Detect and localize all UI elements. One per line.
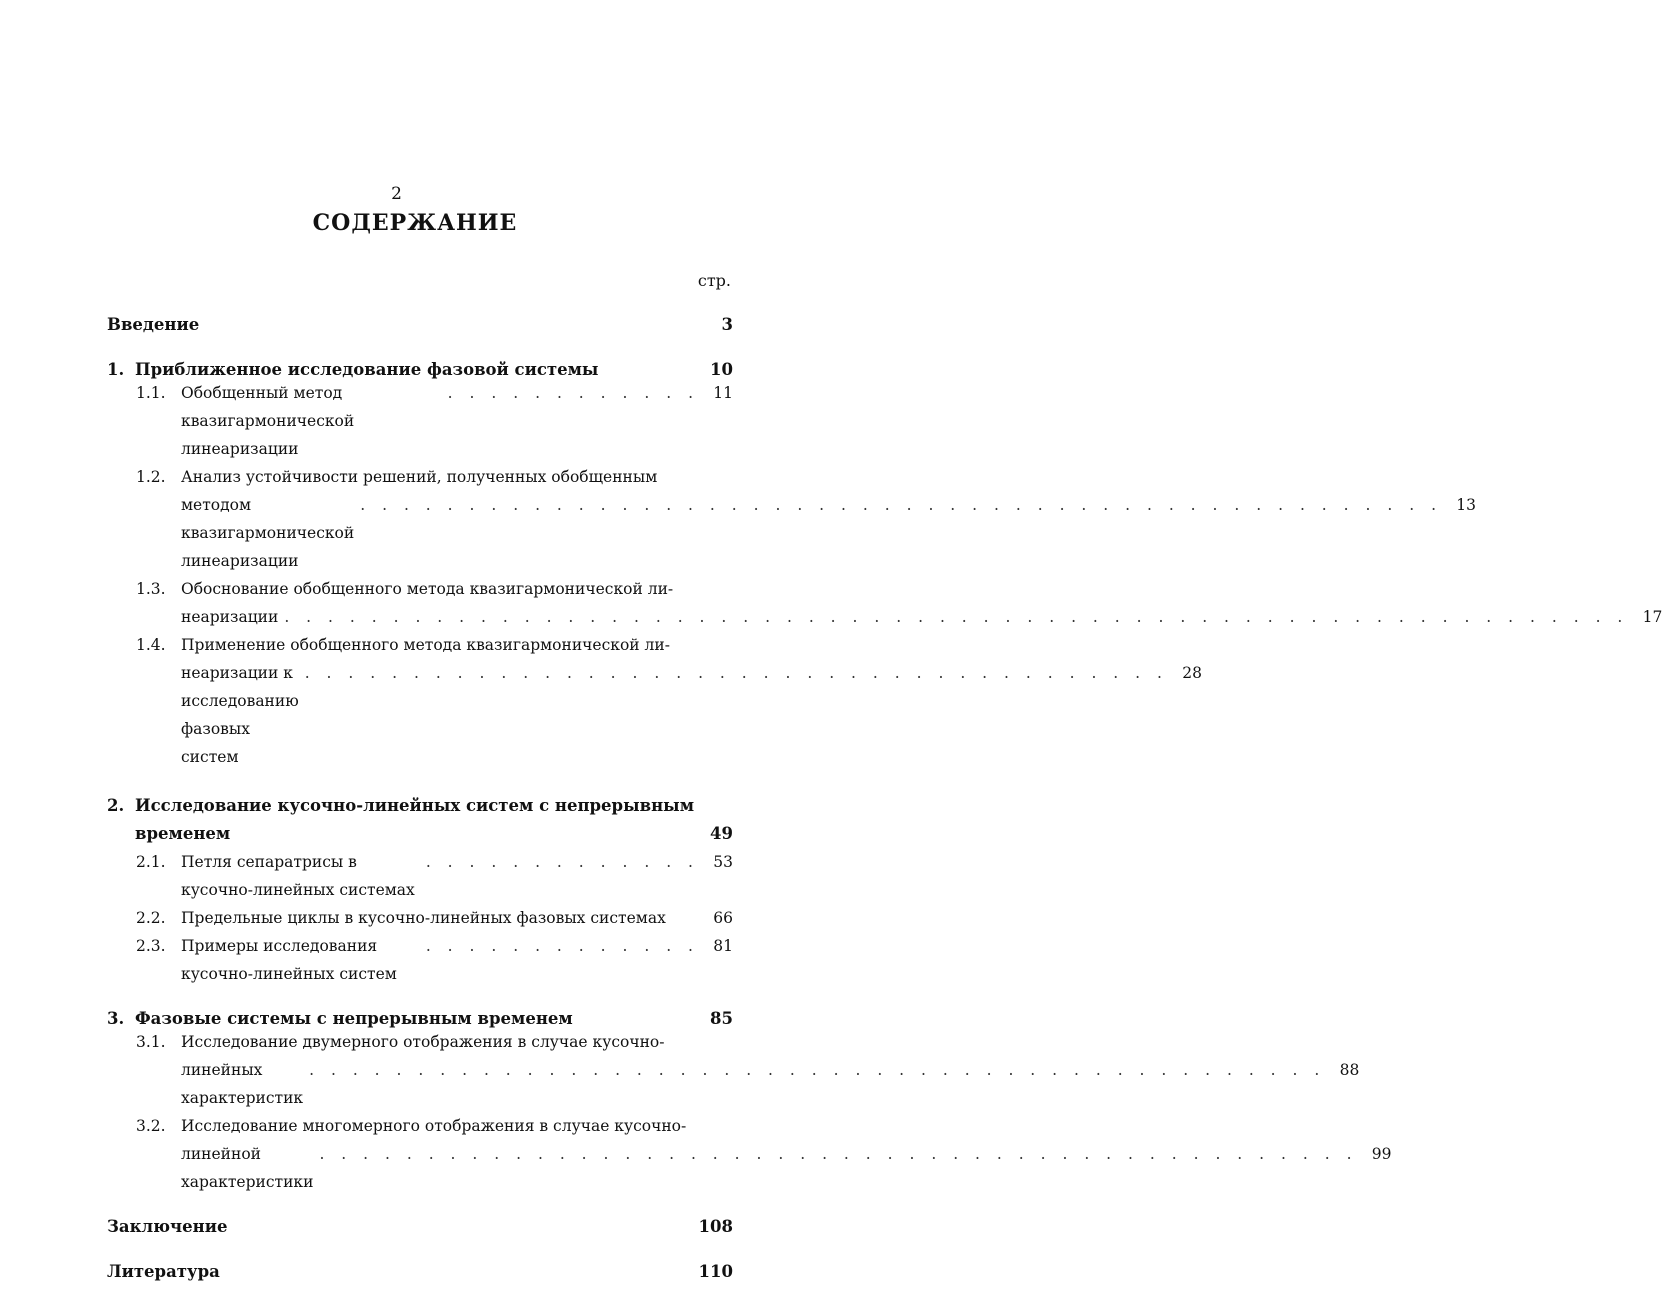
leader-dots: . . . . . . . . . . . . . . . . . . . . . . . . . . . . . . . . . . . . . . . . . . . . . . . xyxy=(309,1061,1326,1079)
toc-section-page: 17 xyxy=(1642,608,1662,626)
leader-dots: . . . . . . . . . . . . . xyxy=(425,853,699,871)
toc-section-3-1[interactable] xyxy=(136,1028,1360,1112)
toc-chapter-1-num: 1. xyxy=(107,360,125,379)
toc-section-page: 28 xyxy=(1182,664,1202,682)
toc-chapter-3-title: Фазовые системы с непрерывным временем xyxy=(135,1009,573,1028)
toc-section-num: 1.1. xyxy=(136,384,166,402)
toc-chapter-1-heading[interactable] xyxy=(107,360,733,379)
toc-section-title: Петля сепаратрисы в кусочно-линейных системах xyxy=(181,853,415,899)
toc-chapter-2-page: 49 xyxy=(710,824,733,843)
leader-dots: . . . . . . . . . . . . . . . . . . . . . . . . . . . . . . . . . . . . . . . . . . . . . . . . . . . . . . . . . . . . . . xyxy=(284,608,1629,626)
toc-section-1-2[interactable] xyxy=(136,463,1477,575)
toc-section-title: Обобщенный метод квазигармонической линеаризации xyxy=(181,384,355,458)
toc-chapter-1-title: Приближенное исследование фазовой системы xyxy=(135,360,599,379)
toc-section-title-line2: неаризации к исследованию фазовых систем xyxy=(181,664,299,766)
toc-chapter-2-num: 2. xyxy=(107,796,125,815)
toc-section-title-line1: Исследование многомерного отображения в случае кусочно- xyxy=(181,1117,687,1135)
leader-dots: . . . . . . . . . . . . . . . . . . . . . . . . . . . . . . . . . . . . . . . . . . . . . . . . . . xyxy=(360,496,1443,514)
toc-section-1-4[interactable] xyxy=(136,631,1202,771)
leader-dots: . . . . . . . . . . . . . . . . . . . . . . . . . . . . . . . . . . . . . . . . . . . . . . . . xyxy=(319,1145,1358,1163)
toc-chapter-3 xyxy=(107,1009,1392,1196)
toc-chapter-2-heading[interactable] xyxy=(107,792,733,848)
toc-section-page: 81 xyxy=(713,937,733,955)
toc-section-num: 1.2. xyxy=(136,468,166,486)
toc-section-2-3[interactable] xyxy=(136,932,733,988)
toc-section-num: 1.4. xyxy=(136,636,166,654)
toc-conclusion-page: 108 xyxy=(698,1217,733,1236)
toc-section-title-line1: Обоснование обобщенного метода квазигармонической ли- xyxy=(181,580,674,598)
toc-section-num: 3.1. xyxy=(136,1033,166,1051)
toc-chapter-2 xyxy=(107,792,733,988)
toc-chapter-2-title-line2: временем xyxy=(135,824,231,843)
pages-column-label: стр. xyxy=(697,271,731,290)
page-number: 2 xyxy=(391,184,402,204)
leader-dots: . . . . . . . . . . . . xyxy=(447,384,699,402)
toc-section-title: Примеры исследования кусочно-линейных систем xyxy=(181,937,397,983)
toc-section-1-3[interactable] xyxy=(136,575,1662,631)
toc-section-title-line2: неаризации xyxy=(181,608,279,626)
toc-section-title-line1: Анализ устойчивости решений, полученных обобщенным xyxy=(181,468,658,486)
toc-literature[interactable] xyxy=(107,1262,733,1281)
toc-section-num: 2.1. xyxy=(136,853,166,871)
toc-chapter-3-page: 85 xyxy=(710,1009,733,1028)
toc-section-page: 13 xyxy=(1456,496,1477,514)
toc-section-num: 3.2. xyxy=(136,1117,166,1135)
toc-section-3-2[interactable] xyxy=(136,1112,1392,1196)
toc-literature-title: Литература xyxy=(107,1262,220,1281)
toc-section-title-line2: линейных характеристик xyxy=(181,1061,304,1107)
toc-section-page: 53 xyxy=(713,853,733,871)
toc-section-page: 11 xyxy=(713,384,733,402)
toc-section-num: 2.2. xyxy=(136,909,166,927)
toc-section-title-line1: Применение обобщенного метода квазигармонической ли- xyxy=(181,636,670,654)
toc-chapter-3-heading[interactable] xyxy=(107,1009,733,1028)
toc-section-1-1[interactable] xyxy=(136,379,733,463)
toc-section-page: 99 xyxy=(1371,1145,1392,1163)
toc-intro-page: 3 xyxy=(721,315,733,334)
toc-chapter-1-page: 10 xyxy=(710,360,733,379)
table-of-contents xyxy=(107,312,1662,1302)
toc-section-2-2[interactable] xyxy=(136,904,733,932)
toc-section-page: 88 xyxy=(1339,1061,1360,1079)
toc-section-num: 2.3. xyxy=(136,937,166,955)
toc-literature-page: 110 xyxy=(698,1262,733,1281)
toc-section-title-line2: линейной характеристики xyxy=(181,1145,314,1191)
leader-dots: . . . . . . . . . . . . . . . . . . . . . . . . . . . . . . . . . . . . . . . . xyxy=(304,664,1168,682)
toc-chapter-3-num: 3. xyxy=(107,1009,125,1028)
toc-section-num: 1.3. xyxy=(136,580,166,598)
toc-intro[interactable] xyxy=(107,315,733,334)
toc-section-title: Предельные циклы в кусочно-линейных фазовых системах xyxy=(181,909,666,927)
toc-chapter-1 xyxy=(107,360,1662,771)
toc-chapter-2-title-line1: Исследование кусочно-линейных систем с непрерывным xyxy=(135,796,695,815)
toc-intro-title: Введение xyxy=(107,315,200,334)
toc-conclusion[interactable] xyxy=(107,1217,733,1236)
toc-section-title-line1: Исследование двумерного отображения в случае кусочно- xyxy=(181,1033,665,1051)
toc-section-2-1[interactable] xyxy=(136,848,733,904)
toc-section-title-line2: методом квазигармонической линеаризации xyxy=(181,496,355,570)
toc-conclusion-title: Заключение xyxy=(107,1217,228,1236)
toc-section-page: 66 xyxy=(713,909,733,927)
leader-dots: . . . . . . . . . . . . . xyxy=(425,937,699,955)
page-title: СОДЕРЖАНИЕ xyxy=(312,210,518,236)
